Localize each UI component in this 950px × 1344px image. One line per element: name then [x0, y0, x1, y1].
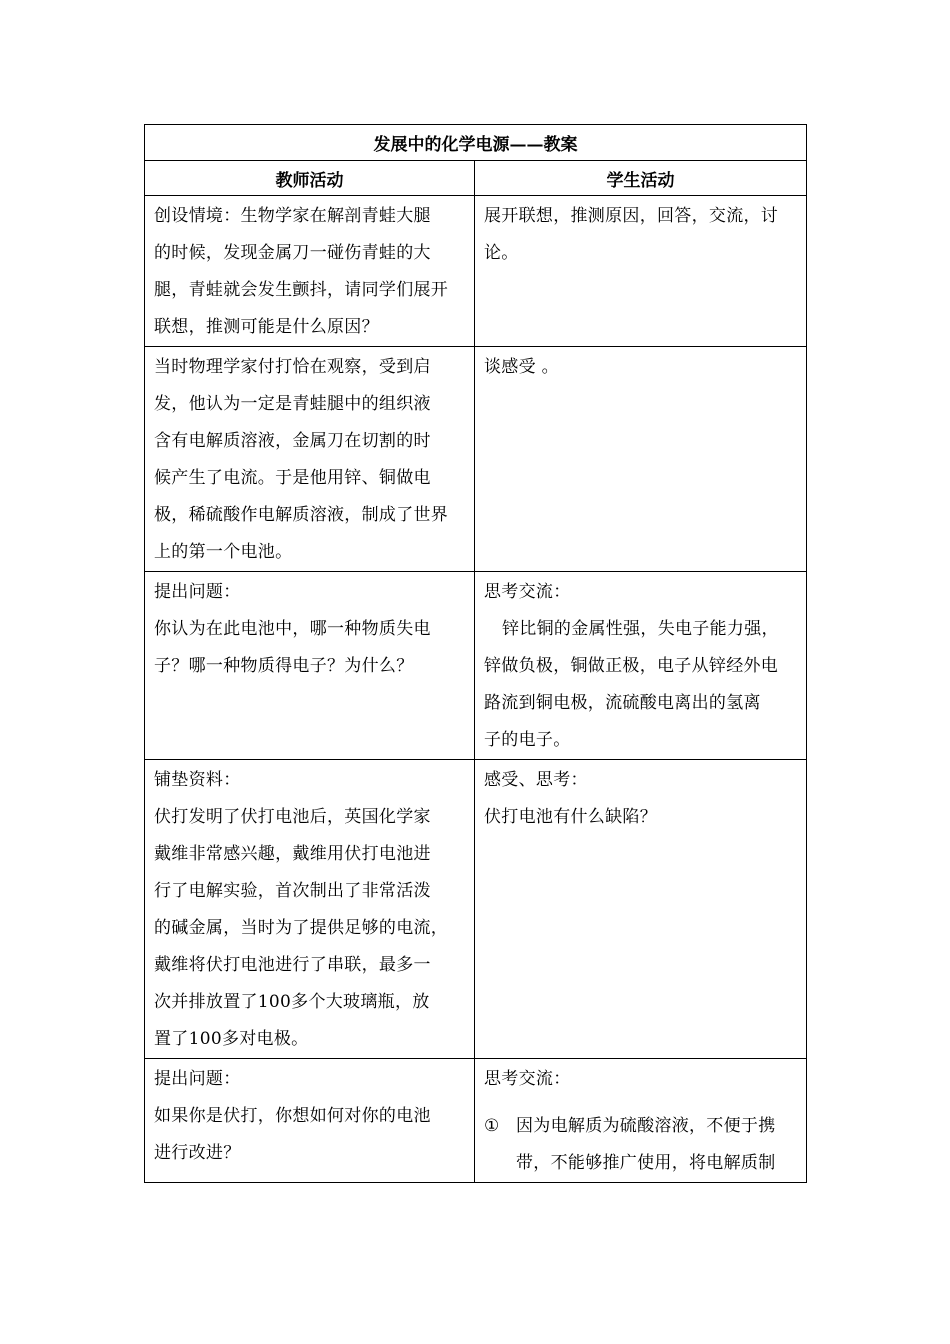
- text-line: 行了电解实验，首次制出了非常活泼: [154, 881, 431, 901]
- text-line: 因为电解质为硫酸溶液，不便于携: [516, 1116, 776, 1136]
- text-line: 置了100多对电极。: [154, 1029, 309, 1049]
- spacer: [484, 1098, 800, 1108]
- text-line: 次并排放置了100多个大玻璃瓶，放: [154, 992, 430, 1012]
- text-line: 戴维非常感兴趣，戴维用伏打电池进: [154, 844, 431, 864]
- text-line: 戴维将伏打电池进行了串联，最多一: [154, 955, 431, 975]
- text-line: 联想，推测可能是什么原因？: [154, 317, 379, 337]
- text-line: 铺垫资料：: [154, 770, 241, 790]
- teacher-cell: [145, 347, 475, 572]
- text-line: 上的第一个电池。: [154, 542, 293, 562]
- text-line: 你认为在此电池中，哪一种物质失电: [154, 619, 431, 639]
- text-line: 进行改进？: [154, 1143, 241, 1163]
- table-row: [145, 1059, 807, 1183]
- text-line: 锌比铜的金属性强，失电子能力强，: [502, 619, 779, 639]
- text-line: 思考交流：: [484, 582, 571, 602]
- table-row: [145, 760, 807, 1059]
- text-line: 谈感受 。: [484, 357, 559, 377]
- text-line: 提出问题：: [154, 582, 241, 602]
- text-line: 腿，青蛙就会发生颤抖，请同学们展开: [154, 280, 449, 300]
- text-line: 思考交流：: [484, 1069, 571, 1089]
- text-line: 含有电解质溶液，金属刀在切割的时: [154, 431, 431, 451]
- text-line: 当时物理学家付打恰在观察，受到启: [154, 357, 431, 377]
- lesson-plan-table: [144, 124, 807, 1183]
- text-line: 带，不能够推广使用，将电解质制: [516, 1153, 776, 1173]
- table-row: [145, 347, 807, 572]
- student-cell: [475, 196, 807, 347]
- table-row: [145, 572, 807, 760]
- text-line: 展开联想，推测原因，回答，交流，讨: [484, 206, 779, 226]
- table-title: 发展中的化学电源——教案: [145, 125, 807, 161]
- student-cell: [475, 572, 807, 760]
- text-line: 论。: [484, 243, 519, 263]
- teacher-cell: [145, 572, 475, 760]
- text-line: 伏打电池有什么缺陷？: [484, 807, 657, 827]
- teacher-cell: [145, 196, 475, 347]
- teacher-cell: [145, 1059, 475, 1183]
- text-line: 提出问题：: [154, 1069, 241, 1089]
- text-line: 的碱金属，当时为了提供足够的电流，: [154, 918, 449, 938]
- text-line: 路流到铜电极，流硫酸电离出的氢离: [484, 693, 761, 713]
- text-line: 子？哪一种物质得电子？为什么？: [154, 656, 414, 676]
- text-line: 如果你是伏打，你想如何对你的电池: [154, 1106, 431, 1126]
- text-line: 候产生了电流。于是他用锌、铜做电: [154, 468, 431, 488]
- item-number: ①: [484, 1116, 500, 1136]
- student-cell: [475, 1059, 807, 1183]
- student-activity-header: 学生活动: [475, 161, 807, 196]
- text-line: 创设情境：生物学家在解剖青蛙大腿: [154, 206, 431, 226]
- text-line: 伏打发明了伏打电池后，英国化学家: [154, 807, 431, 827]
- table-row: [145, 196, 807, 347]
- text-line: 的时候，发现金属刀一碰伤青蛙的大: [154, 243, 431, 263]
- teacher-activity-header: 教师活动: [145, 161, 475, 196]
- text-line: 锌做负极，铜做正极，电子从锌经外电: [484, 656, 779, 676]
- text-line: 子的电子。: [484, 730, 571, 750]
- student-cell: [475, 760, 807, 1059]
- numbered-item: [484, 1108, 800, 1145]
- text-line: 感受、思考：: [484, 770, 588, 790]
- text-line: 极，稀硫酸作电解质溶液，制成了世界: [154, 505, 449, 525]
- text-line: 发，他认为一定是青蛙腿中的组织液: [154, 394, 431, 414]
- student-cell: [475, 347, 807, 572]
- teacher-cell: [145, 760, 475, 1059]
